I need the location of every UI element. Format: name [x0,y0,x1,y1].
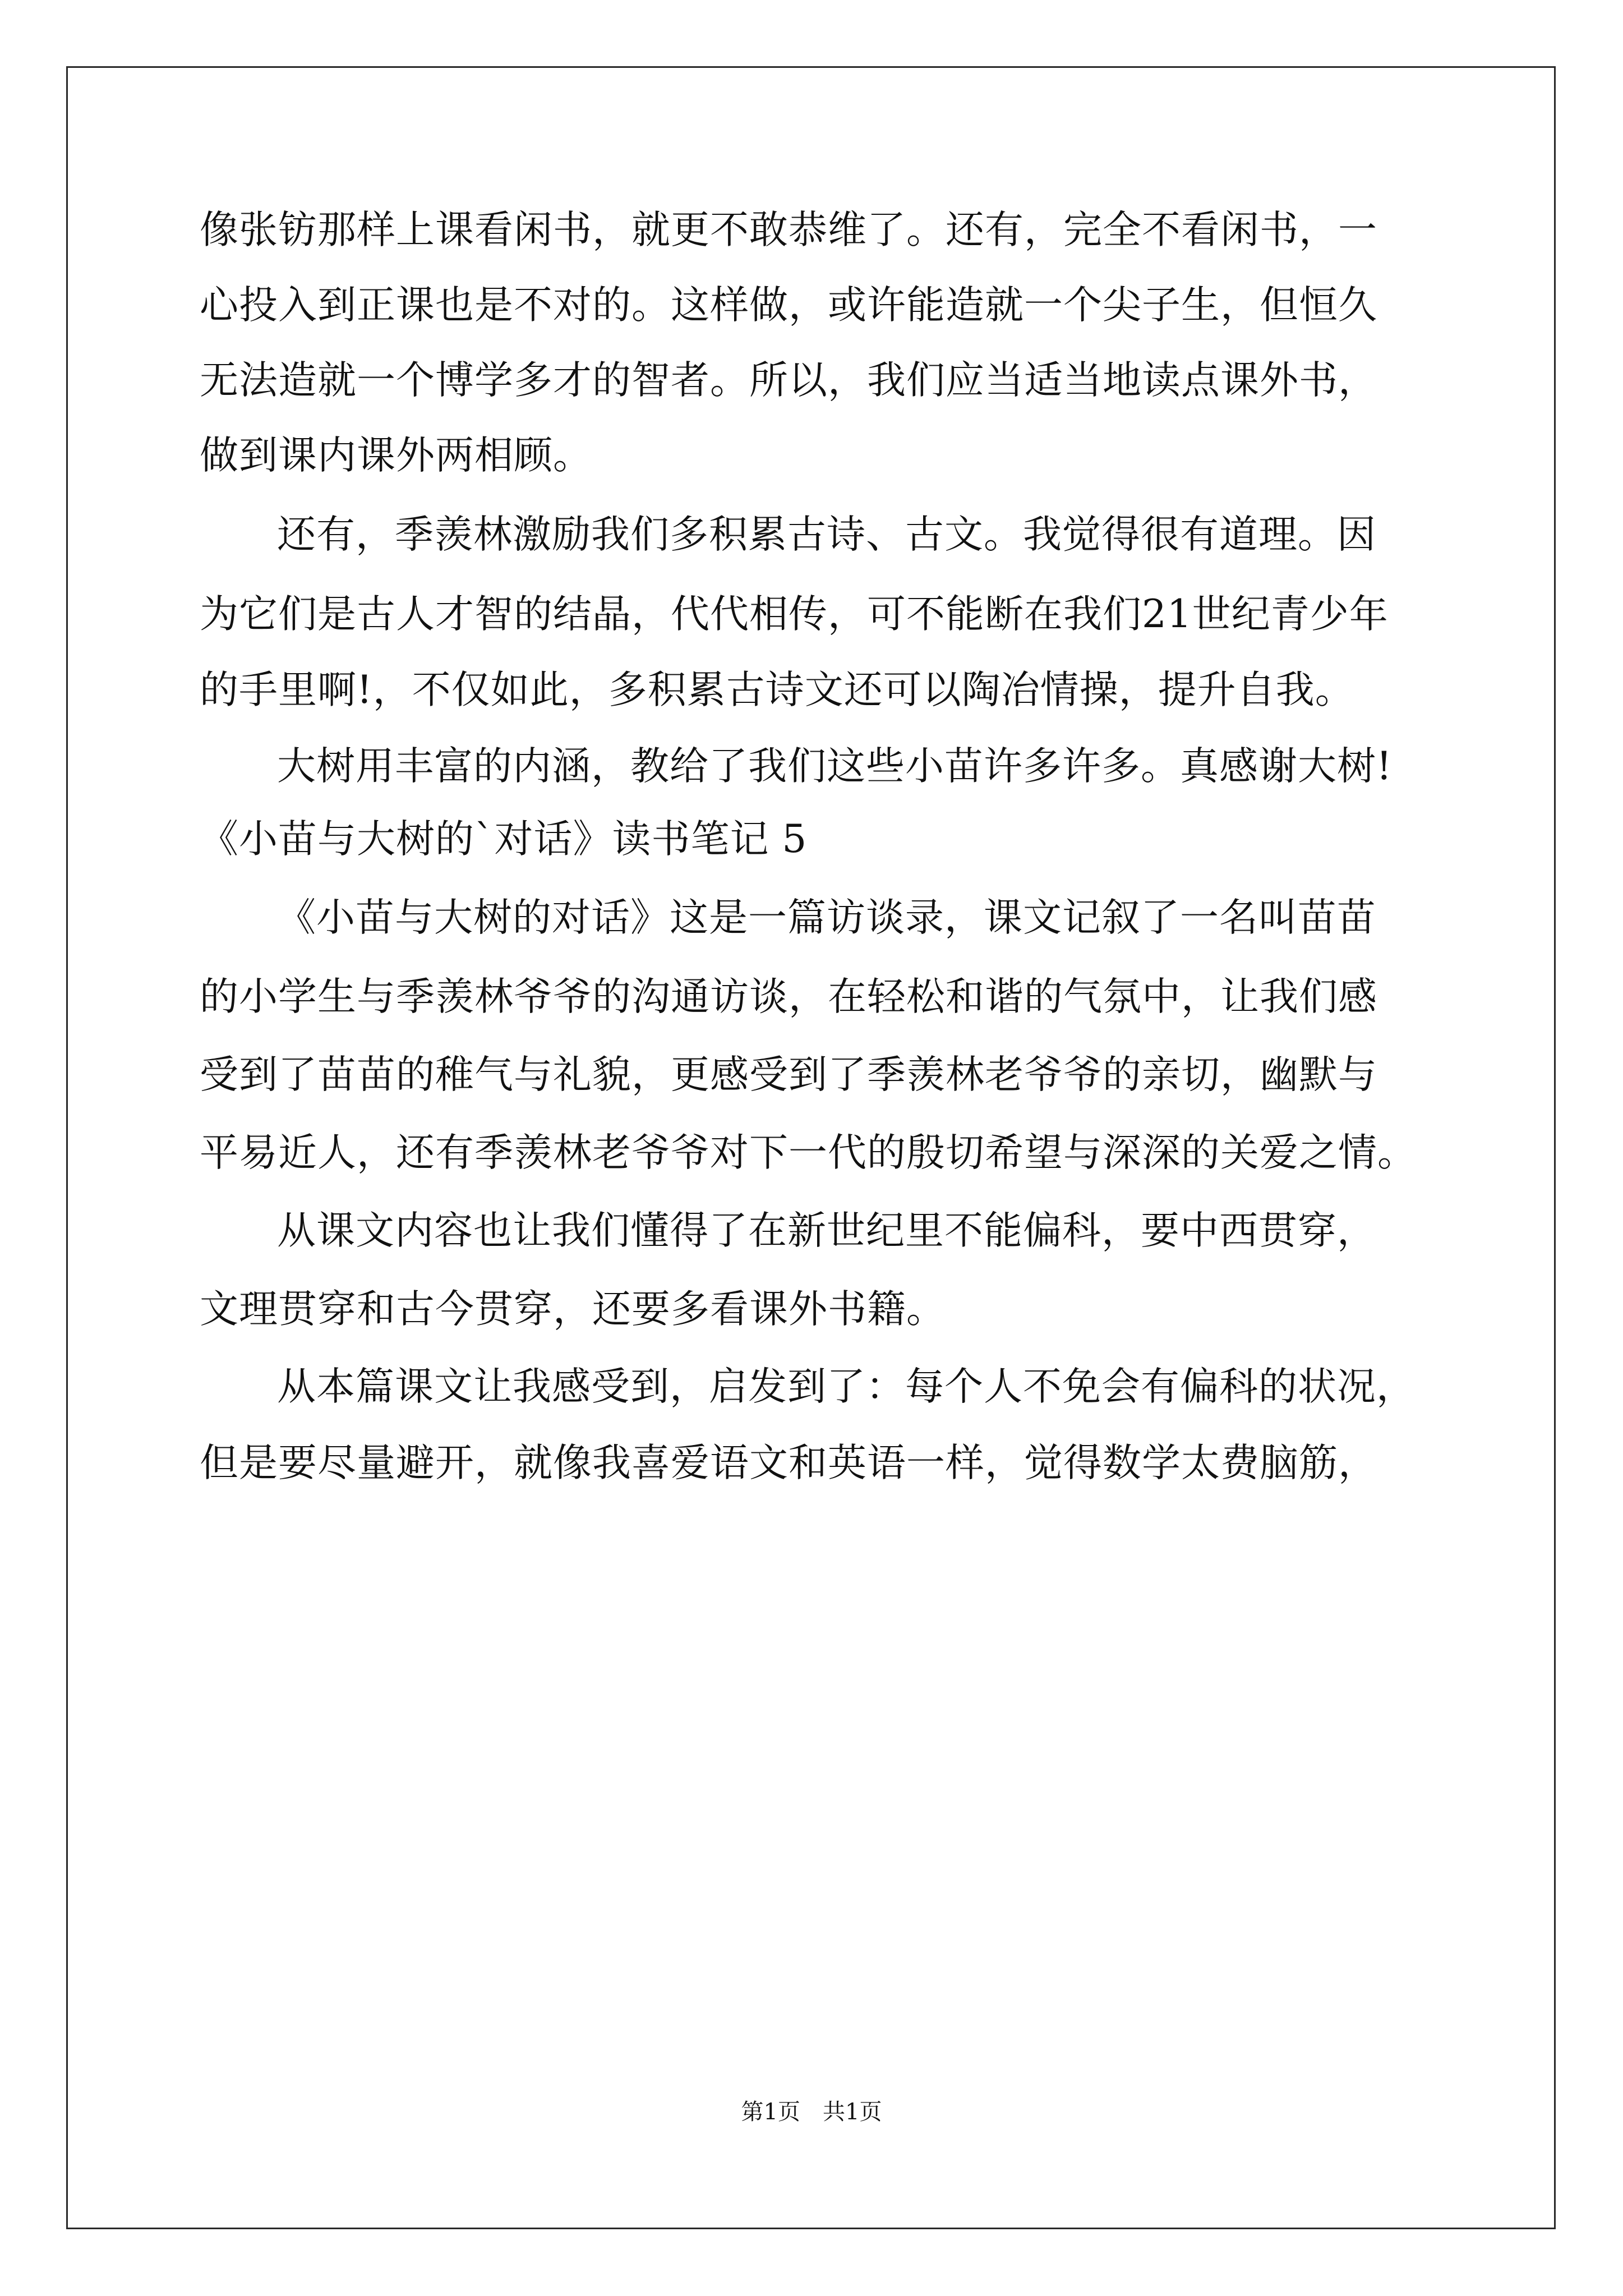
text-line: 平易近人，还有季羡林老爷爷对下一代的殷切希望与深深的关爱之情。 [200,1130,1417,1175]
paragraph-start-line: 从课文内容也让我们懂得了在新世纪里不能偏科，要中西贯穿， [277,1208,1376,1253]
paragraph-start-line: 从本篇课文让我感受到，启发到了：每个人不免会有偏科的状况， [277,1364,1415,1409]
text-line: 但是要尽量避开，就像我喜爱语文和英语一样，觉得数学太费脑筋， [200,1441,1377,1485]
section-heading: 《小苗与大树的`对话》读书笔记 5 [200,817,808,862]
text-line: 文理贯穿和古今贯穿，还要多看课外书籍。 [200,1287,946,1332]
text-line: 心投入到正课也是不对的。这样做，或许能造就一个尖子生，但恒久 [200,283,1377,328]
text-line: 为它们是古人才智的结晶，代代相传，可不能断在我们21世纪青少年 [200,592,1389,637]
text-line: 像张钫那样上课看闲书，就更不敢恭维了。还有，完全不看闲书，一 [200,208,1377,252]
text-line: 受到了苗苗的稚气与礼貌，更感受到了季羡林老爷爷的亲切，幽默与 [200,1052,1377,1097]
paragraph-start-line: 《小苗与大树的对话》这是一篇访谈录，课文记叙了一名叫苗苗 [277,895,1376,940]
text-line: 做到课内课外两相顾。 [200,433,592,478]
text-line: 的小学生与季羡林爷爷的沟通访谈，在轻松和谐的气氛中，让我们感 [200,974,1377,1019]
text-line: 的手里啊!，不仅如此，多积累古诗文还可以陶冶情操，提升自我。 [200,668,1354,712]
paragraph-start-line: 还有，季羡林激励我们多积累古诗、古文。我觉得很有道理。因 [277,512,1376,557]
text-line: 无法造就一个博学多才的智者。所以，我们应当适当地读点课外书， [200,358,1377,403]
paragraph-start-line: 大树用丰富的内涵，教给了我们这些小苗许多许多。真感谢大树! [277,744,1393,789]
page-number-footer: 第1页 共1页 [741,2099,882,2125]
